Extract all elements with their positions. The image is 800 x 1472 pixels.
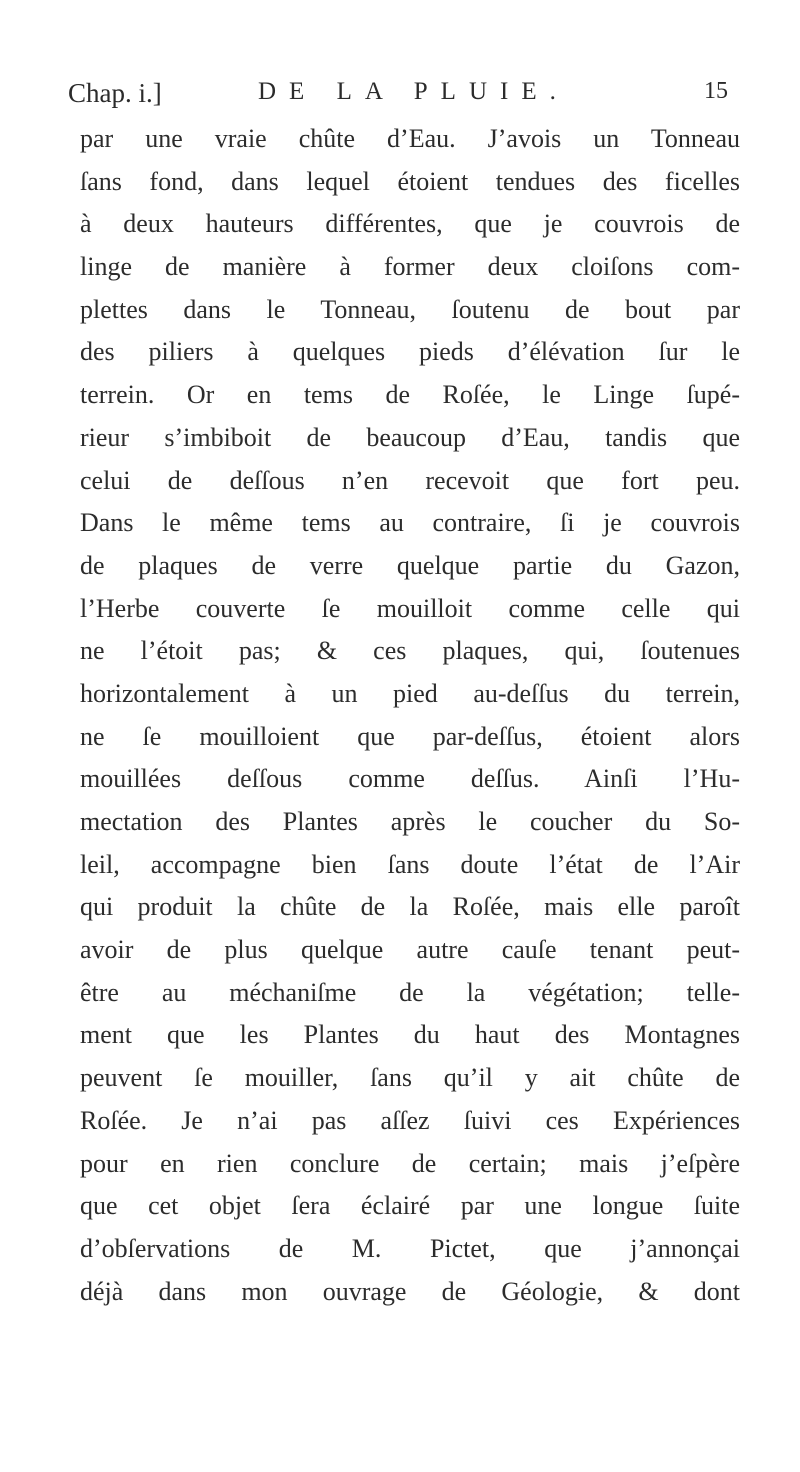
text-line: déjà dans mon ouvrage de Géologie, & dont [80, 1276, 740, 1306]
text-line: celui de deſſous n’en recevoit que fort peu. [80, 465, 740, 495]
text-line: mouillées deſſous comme deſſus. Ainſi l’Hu- [80, 764, 740, 794]
page-number: 15 [704, 78, 728, 104]
text-line: Dans le même tems au contraire, ſi je couvrois [80, 508, 740, 538]
chapter-reference: Chap. i.] [68, 78, 162, 108]
text-line: rieur s’imbiboit de beaucoup d’Eau, tandis que [80, 422, 740, 452]
text-line: que cet objet ſera éclairé par une longue ſuite [80, 1191, 740, 1221]
text-line: qui produit la chûte de la Roſée, mais elle paroît [80, 892, 740, 922]
text-line: pour en rien conclure de certain; mais j’eſpère [80, 1148, 740, 1178]
text-line: à deux hauteurs différentes, que je couvrois de [80, 209, 740, 239]
body-text [80, 118, 740, 1313]
text-line: de plaques de verre quelque partie du Gazon, [80, 550, 740, 580]
text-line: plettes dans le Tonneau, ſoutenu de bout par [80, 294, 740, 324]
text-line: des piliers à quelques pieds d’élévation ſur le [80, 337, 740, 367]
text-line: l’Herbe couverte ſe mouilloit comme celle qui [80, 593, 740, 623]
text-line: avoir de plus quelque autre cauſe tenant peut- [80, 935, 740, 965]
text-line: d’obſervations de M. Pictet, que j’annonçai [80, 1233, 740, 1263]
text-line: linge de manière à former deux cloiſons com- [80, 252, 740, 282]
text-line: terrein. Or en tems de Roſée, le Linge ſupé- [80, 380, 740, 410]
running-head [68, 78, 728, 118]
text-line: être au méchaniſme de la végétation; telle- [80, 977, 740, 1007]
text-line: ment que les Plantes du haut des Montagnes [80, 1020, 740, 1050]
text-line: horizontalement à un pied au-deſſus du terrein, [80, 678, 740, 708]
text-line: par une vraie chûte d’Eau. J’avois un Tonneau [80, 124, 740, 153]
text-line: leil, accompagne bien ſans doute l’état de l’Air [80, 849, 740, 879]
text-line: ne l’étoit pas; & ces plaques, qui, ſoutenues [80, 636, 740, 666]
text-line: ne ſe mouilloient que par-deſſus, étoient alors [80, 721, 740, 751]
text-line: Roſée. Je n’ai pas aſſez ſuivi ces Expériences [80, 1105, 740, 1135]
text-line: peuvent ſe mouiller, ſans qu’il y ait chûte de [80, 1063, 740, 1093]
text-line: ſans fond, dans lequel étoient tendues des ficelles [80, 166, 740, 196]
text-line: mectation des Plantes après le coucher du So- [80, 807, 740, 836]
running-title: DE LA PLUIE. [258, 78, 569, 105]
